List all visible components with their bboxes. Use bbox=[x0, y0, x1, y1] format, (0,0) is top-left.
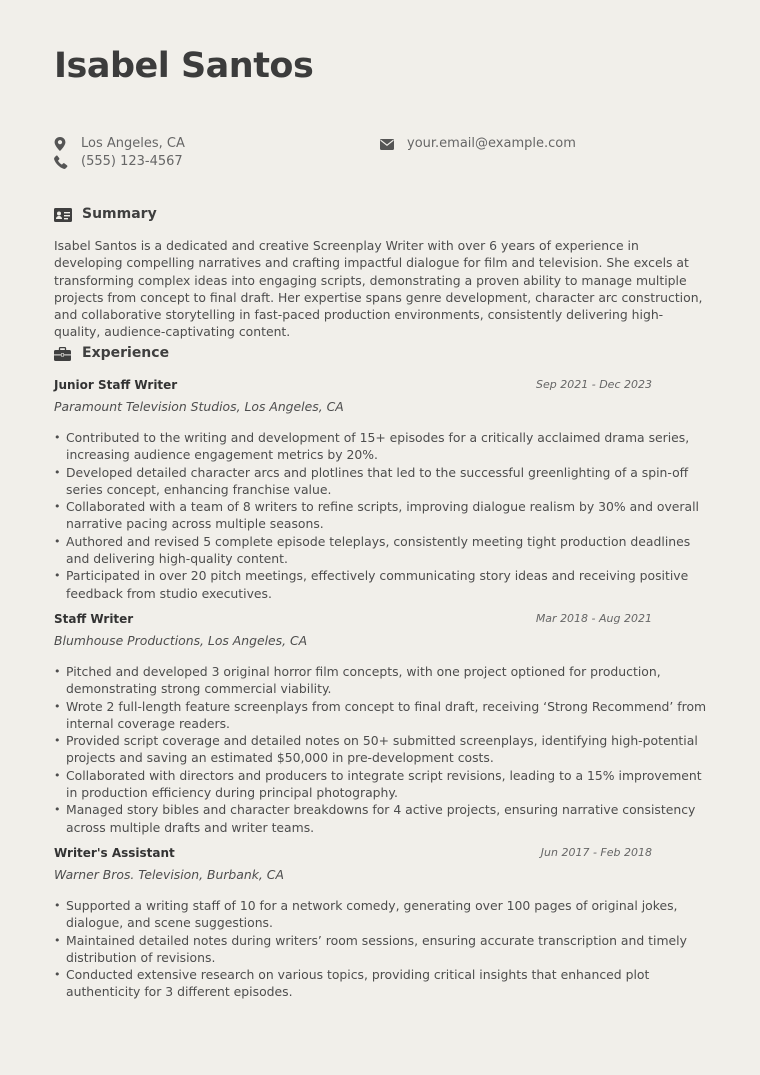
contact-location bbox=[54, 136, 185, 151]
bullet-item: • Contributed to the writing and development of 15+ episodes for a critically acclaimed drama series, increasing audience engagement metrics by 20%. bbox=[54, 429, 710, 464]
map-pin-icon bbox=[54, 137, 68, 151]
bullet-item: • Participated in over 20 pitch meetings, effectively communicating story ideas and receiving positive feedback from studio executives. bbox=[54, 567, 710, 602]
contact-email bbox=[380, 136, 576, 151]
briefcase-icon bbox=[54, 346, 71, 360]
phone-icon bbox=[54, 155, 68, 169]
phone-text: (555) 123-4567 bbox=[81, 154, 183, 169]
job-bullets bbox=[54, 897, 710, 1001]
bullet-item: • Wrote 2 full-length feature screenplays from concept to final draft, receiving ‘Strong Recommend’ from internal coverage readers. bbox=[54, 698, 710, 733]
bullet-item: • Managed story bibles and character breakdowns for 4 active projects, ensuring narrative consistency across multiple drafts and writer teams. bbox=[54, 801, 710, 836]
bullet-item: • Provided script coverage and detailed notes on 50+ submitted screenplays, identifying high-potential projects and saving an estimated $50,000 in pre-development costs. bbox=[54, 732, 710, 767]
bullet-item: • Supported a writing staff of 10 for a network comedy, generating over 100 pages of original jokes, dialogue, and scene suggestions. bbox=[54, 897, 710, 932]
bullet-item: • Developed detailed character arcs and plotlines that led to the successful greenlighting of a spin-off series concept, enhancing franchise value. bbox=[54, 464, 710, 499]
job-bullets bbox=[54, 429, 710, 602]
bullet-item: • Pitched and developed 3 original horror film concepts, with one project optioned for production, demonstrating strong commercial viability. bbox=[54, 663, 710, 698]
bullet-item: • Conducted extensive research on various topics, providing critical insights that enhanced plot authenticity for 3 different episodes. bbox=[54, 966, 710, 1001]
bullet-item: • Authored and revised 5 complete episode teleplays, consistently meeting tight production deadlines and delivering high-quality content. bbox=[54, 533, 710, 568]
experience-title: Experience bbox=[82, 345, 170, 361]
summary-text: Isabel Santos is a dedicated and creative Screenplay Writer with over 6 years of experience in developing compelling narratives and crafting impactful dialogue for film and television. She excels at transforming complex ideas into engaging scripts, demonstrating a proven ability to manage multiple projects from concept to final draft. Her expertise spans genre development, character arc construction, and collaborative storytelling in fast-paced production environments, consistently delivering high-quality, audience-captivating content. bbox=[54, 238, 703, 340]
job-dates: Jun 2017 - Feb 2018 bbox=[540, 846, 652, 859]
summary-title: Summary bbox=[82, 206, 157, 222]
location-text: Los Angeles, CA bbox=[81, 136, 185, 151]
job-company: Warner Bros. Television, Burbank, CA bbox=[54, 867, 284, 882]
job-dates: Mar 2018 - Aug 2021 bbox=[535, 612, 652, 625]
job-dates: Sep 2021 - Dec 2023 bbox=[536, 378, 652, 391]
id-card-icon bbox=[54, 207, 71, 221]
bullet-item: • Collaborated with a team of 8 writers to refine scripts, improving dialogue realism by 30% and overall narrative pacing across multiple seasons. bbox=[54, 498, 710, 533]
job-company: Paramount Television Studios, Los Angeles, CA bbox=[54, 399, 344, 414]
experience-heading bbox=[54, 345, 169, 361]
job-bullets bbox=[54, 663, 710, 836]
job-title: Writer's Assistant bbox=[54, 846, 175, 860]
summary-heading bbox=[54, 206, 157, 222]
job-title: Staff Writer bbox=[54, 612, 134, 626]
contact-phone bbox=[54, 154, 183, 169]
envelope-icon bbox=[380, 137, 394, 151]
job-company: Blumhouse Productions, Los Angeles, CA bbox=[54, 633, 308, 648]
candidate-name: Isabel Santos bbox=[54, 46, 314, 86]
bullet-item: • Collaborated with directors and producers to integrate script revisions, leading to a 15% improvement in production efficiency during principal photography. bbox=[54, 767, 710, 802]
bullet-item: • Maintained detailed notes during writers’ room sessions, ensuring accurate transcription and timely distribution of revisions. bbox=[54, 932, 710, 967]
job-title: Junior Staff Writer bbox=[54, 378, 178, 392]
email-text[interactable]: your.email@example.com bbox=[407, 136, 576, 151]
